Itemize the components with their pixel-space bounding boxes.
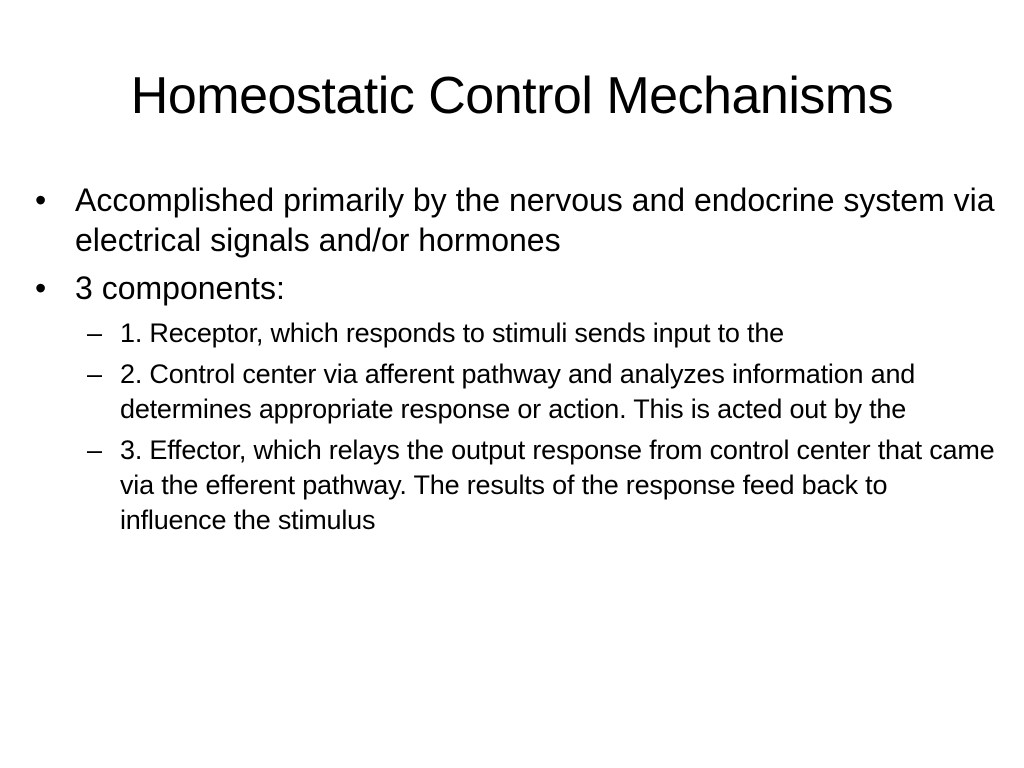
sub-bullet-text: 1. Receptor, which responds to stimuli sends input to the — [120, 318, 784, 348]
sub-bullet-marker: – — [87, 318, 102, 348]
sub-bullet-text: 3. Effector, which relays the output response from control center that came via the efferent pathway. The results of the response feed back to influence the stimulus — [120, 435, 995, 535]
slide-title: Homeostatic Control Mechanisms — [130, 67, 894, 125]
bullet-marker: • — [35, 182, 47, 218]
bullet-item — [30, 268, 1000, 308]
sub-bullet-item — [30, 357, 1000, 427]
sub-bullet-item — [30, 316, 1000, 351]
bullet-text: 3 components: — [75, 270, 285, 306]
bullet-item — [30, 180, 1000, 260]
bullet-text: Accomplished primarily by the nervous and endocrine system via electrical signals and/or hormones — [75, 182, 995, 258]
slide-content — [30, 180, 1000, 544]
bullet-marker: • — [35, 270, 47, 306]
sub-bullet-item — [30, 433, 1000, 538]
sub-bullet-text: 2. Control center via afferent pathway and analyzes information and determines appropriate response or action. This is acted out by the — [120, 359, 916, 424]
sub-bullet-marker: – — [87, 435, 102, 465]
sub-bullet-marker: – — [87, 359, 102, 389]
